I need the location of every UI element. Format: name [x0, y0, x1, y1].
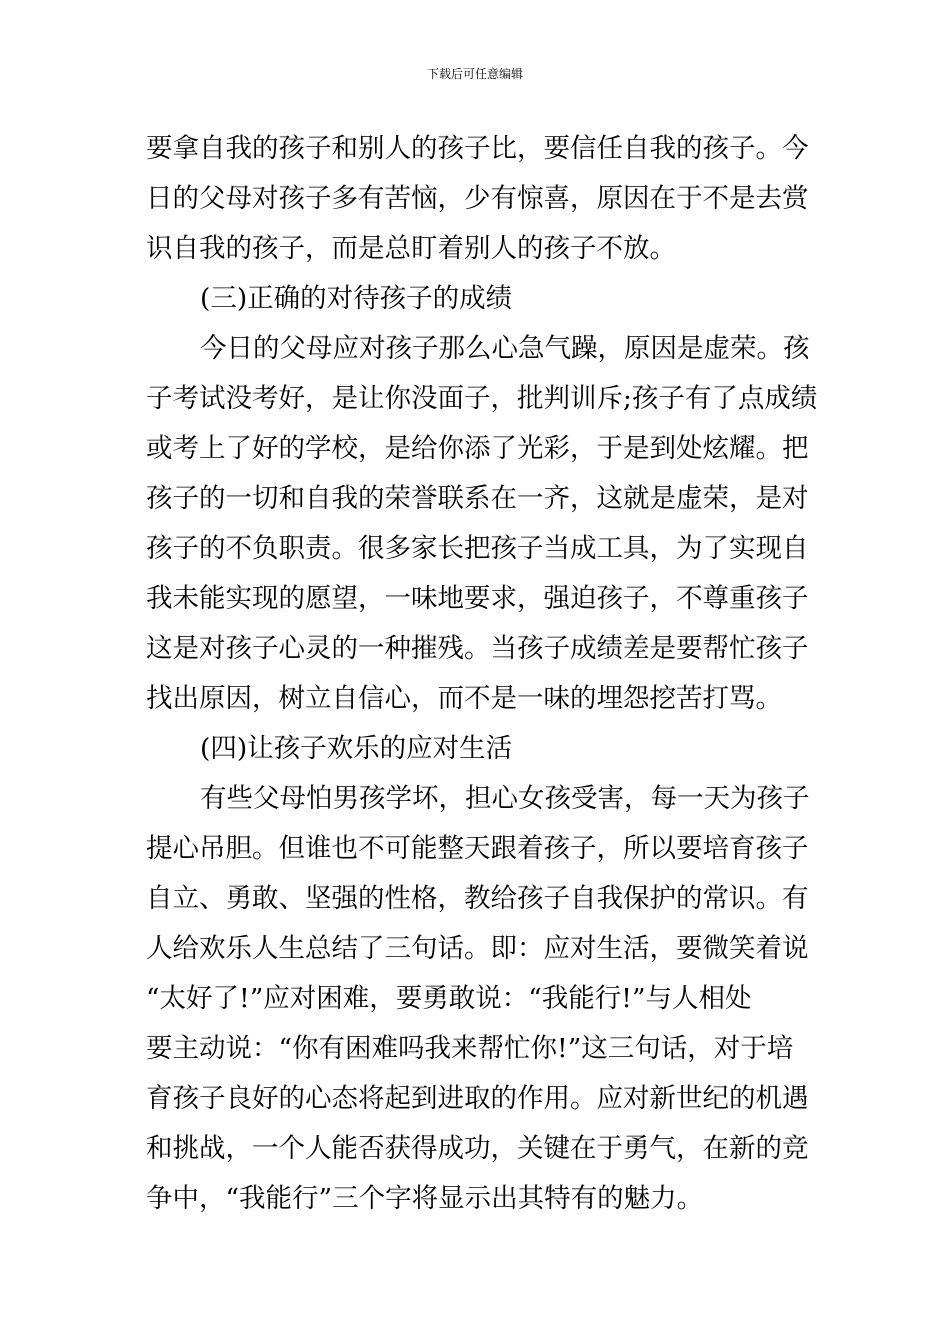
text-line-14: 有些父母怕男孩学坏，担心女孩受害，每一天为孩子: [200, 783, 810, 814]
text-line-6: 子考试没考好，是让你没面子，批判训斥;孩子有了点成绩: [146, 383, 818, 414]
text-line-2: 日的父母对孩子多有苦恼，少有惊喜，原因在于不是去赏: [146, 183, 809, 214]
text-line-9: 孩子的不负职责。很多家长把孩子当成工具，为了实现自: [146, 533, 809, 564]
text-line-19: 要主动说：“你有困难吗我来帮忙你!”这三句话，对于培: [146, 1033, 794, 1064]
text-line-20: 育孩子良好的心态将起到进取的作用。应对新世纪的机遇: [146, 1083, 809, 1114]
text-line-5: 今日的父母应对孩子那么心急气躁，原因是虚荣。孩: [200, 333, 810, 364]
text-line-15: 提心吊胆。但谁也不可能整天跟着孩子，所以要培育孩子: [146, 833, 809, 864]
text-line-8: 孩子的一切和自我的荣誉联系在一齐，这就是虚荣，是对: [146, 483, 809, 514]
text-line-18: “太好了!”应对困难，要勇敢说：“我能行!”与人相处: [146, 983, 752, 1014]
text-line-21: 和挑战，一个人能否获得成功，关键在于勇气，在新的竞: [146, 1133, 809, 1164]
text-line-22: 争中，“我能行”三个字将显示出其特有的魅力。: [146, 1183, 704, 1214]
text-line-7: 或考上了好的学校，是给你添了光彩，于是到处炫耀。把: [146, 433, 809, 464]
text-line-1: 要拿自我的孩子和别人的孩子比，要信任自我的孩子。今: [146, 133, 809, 164]
section-heading-3: (三)正确的对待孩子的成绩: [200, 283, 513, 314]
body-text: [146, 124, 818, 1224]
section-heading-4: (四)让孩子欢乐的应对生活: [200, 733, 513, 764]
text-line-16: 自立、勇敢、坚强的性格，教给孩子自我保护的常识。有: [146, 883, 809, 914]
page-header: 下载后可任意编辑: [426, 67, 523, 81]
text-line-12: 找出原因，树立自信心，而不是一味的埋怨挖苦打骂。: [146, 683, 782, 714]
text-line-11: 这是对孩子心灵的一种摧残。当孩子成绩差是要帮忙孩子: [146, 633, 809, 664]
text-line-3: 识自我的孩子，而是总盯着别人的孩子不放。: [146, 233, 676, 264]
text-line-17: 人给欢乐人生总结了三句话。即：应对生活，要微笑着说: [146, 933, 809, 964]
text-line-10: 我未能实现的愿望，一味地要求，强迫孩子，不尊重孩子: [146, 583, 809, 614]
